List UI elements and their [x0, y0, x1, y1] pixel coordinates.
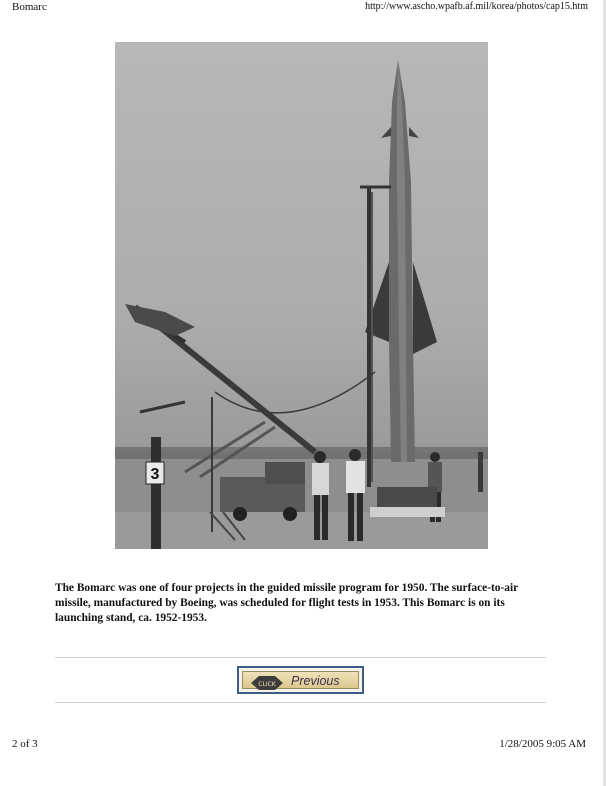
divider [55, 657, 546, 658]
document-title: Bomarc [12, 1, 47, 13]
previous-button[interactable] [237, 666, 364, 694]
stand-number-sign: 3 [150, 466, 160, 483]
divider [55, 702, 546, 703]
page-url: http://www.ascho.wpafb.af.mil/korea/photos/cap15.htm [365, 1, 588, 12]
print-timestamp: 1/28/2005 9:05 AM [499, 738, 586, 750]
svg-text:CLICK: CLICK [258, 681, 276, 688]
photo-caption: The Bomarc was one of four projects in the guided missile program for 1950. The surface-to-air missile, manufactured by Boeing, was scheduled for flight tests in 1953. This Bomarc is on its launching stand, ca. 1952-1953. [55, 582, 518, 624]
page-number: 2 of 3 [12, 738, 38, 750]
bomarc-missile-photo [115, 42, 488, 549]
previous-label: Previous [291, 674, 340, 688]
click-diamond-icon [251, 676, 283, 690]
previous-button-face[interactable] [242, 671, 359, 689]
